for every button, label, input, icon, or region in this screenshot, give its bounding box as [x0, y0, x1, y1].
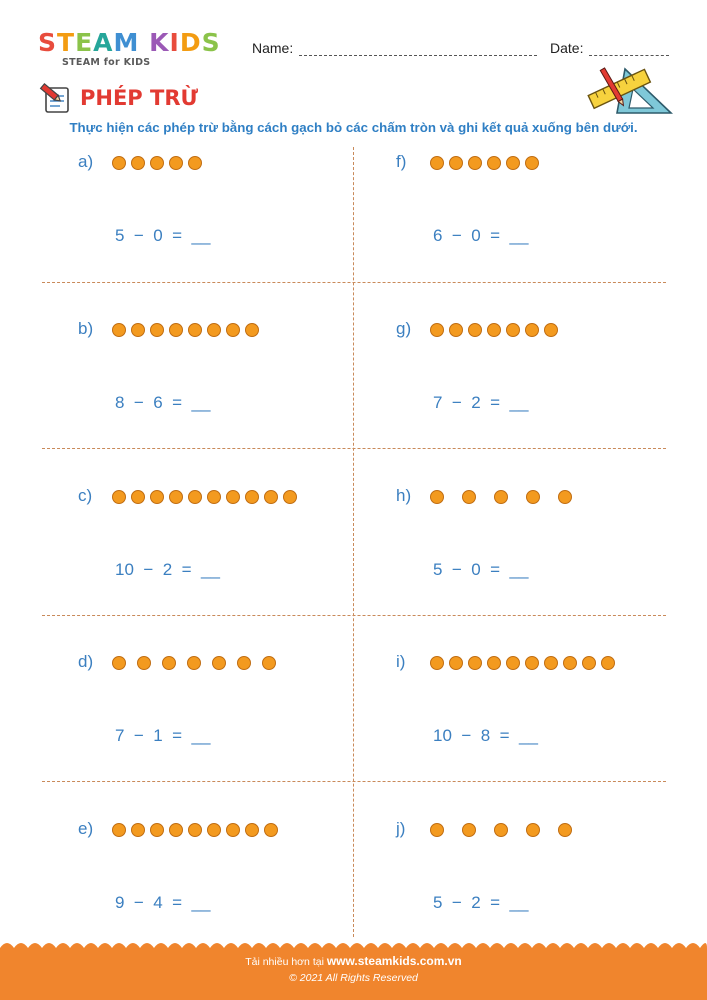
logo-letter: S	[38, 28, 58, 57]
counting-dot[interactable]	[494, 490, 508, 504]
equation: 5 − 0 = __	[433, 560, 529, 579]
counting-dot[interactable]	[449, 656, 463, 670]
counting-dot[interactable]	[526, 823, 540, 837]
problem-j	[396, 819, 676, 959]
problem-e	[78, 819, 358, 959]
problem-b	[78, 319, 358, 459]
problem-label: g)	[396, 319, 412, 338]
problem-label: j)	[396, 819, 406, 838]
footer-site-link[interactable]: www.steamkids.com.vn	[326, 954, 462, 968]
counting-dot[interactable]	[449, 156, 463, 170]
counting-dot[interactable]	[131, 490, 145, 504]
counting-dot[interactable]	[188, 323, 202, 337]
footer	[0, 940, 707, 1000]
counting-dot[interactable]	[544, 323, 558, 337]
date-label: Date:	[550, 40, 584, 56]
instruction-text: Thực hiện các phép trừ bằng cách gạch bỏ các chấm tròn và ghi kết quả xuống bên dưới.	[69, 120, 638, 135]
counting-dot[interactable]	[506, 156, 520, 170]
counting-dot[interactable]	[601, 656, 615, 670]
counting-dot[interactable]	[112, 323, 126, 337]
counting-dot[interactable]	[131, 823, 145, 837]
counting-dot[interactable]	[112, 656, 126, 670]
problem-label: b)	[78, 319, 94, 338]
counting-dot[interactable]	[188, 823, 202, 837]
counting-dot[interactable]	[563, 656, 577, 670]
problem-f	[396, 152, 676, 292]
counting-dot[interactable]	[131, 323, 145, 337]
counting-dot[interactable]	[506, 656, 520, 670]
counting-dot[interactable]	[212, 656, 226, 670]
counting-dot[interactable]	[494, 823, 508, 837]
counting-dot[interactable]	[112, 823, 126, 837]
counting-dot[interactable]	[582, 656, 596, 670]
counting-dot[interactable]	[150, 156, 164, 170]
equation: 8 − 6 = __	[115, 393, 211, 412]
counting-dot[interactable]	[112, 156, 126, 170]
page-title: PHÉP TRỪ	[80, 86, 199, 110]
problem-i	[396, 652, 676, 792]
counting-dot[interactable]	[462, 823, 476, 837]
counting-dot[interactable]	[245, 490, 259, 504]
equation: 6 − 0 = __	[433, 226, 529, 245]
counting-dot[interactable]	[264, 490, 278, 504]
counting-dot[interactable]	[544, 656, 558, 670]
equation: 7 − 1 = __	[115, 726, 211, 745]
counting-dot[interactable]	[137, 656, 151, 670]
counting-dot[interactable]	[558, 490, 572, 504]
counting-dot[interactable]	[525, 656, 539, 670]
equation: 10 − 8 = __	[433, 726, 538, 745]
logo-subtitle: STEAM for KIDS	[62, 57, 151, 68]
counting-dot[interactable]	[430, 490, 444, 504]
counting-dot[interactable]	[449, 323, 463, 337]
counting-dot[interactable]	[207, 490, 221, 504]
name-label: Name:	[252, 40, 294, 56]
counting-dot[interactable]	[525, 156, 539, 170]
counting-dot[interactable]	[169, 323, 183, 337]
logo-letter: M	[113, 28, 140, 57]
logo-letter: S	[201, 28, 221, 57]
problem-label: c)	[78, 486, 93, 505]
counting-dot[interactable]	[112, 490, 126, 504]
counting-dot[interactable]	[226, 823, 240, 837]
counting-dot[interactable]	[226, 323, 240, 337]
counting-dot[interactable]	[226, 490, 240, 504]
problem-label: e)	[78, 819, 94, 838]
counting-dot[interactable]	[150, 490, 164, 504]
counting-dot[interactable]	[487, 156, 501, 170]
logo-letter: A	[93, 28, 114, 57]
counting-dot[interactable]	[283, 490, 297, 504]
counting-dot[interactable]	[525, 323, 539, 337]
equation: 5 − 2 = __	[433, 893, 529, 912]
footer-background	[0, 940, 707, 1000]
counting-dot[interactable]	[188, 490, 202, 504]
logo-letter: D	[179, 28, 202, 57]
equation: 9 − 4 = __	[115, 893, 211, 912]
counting-dot[interactable]	[169, 490, 183, 504]
counting-dot[interactable]	[264, 823, 278, 837]
counting-dot[interactable]	[237, 656, 251, 670]
counting-dot[interactable]	[558, 823, 572, 837]
counting-dot[interactable]	[262, 656, 276, 670]
problem-label: h)	[396, 486, 412, 505]
logo-letter: T	[57, 28, 76, 57]
problem-h	[396, 486, 676, 626]
equation: 5 − 0 = __	[115, 226, 211, 245]
footer-copyright: © 2021 All Rights Reserved	[289, 972, 418, 984]
problem-label: i)	[396, 652, 406, 671]
counting-dot[interactable]	[468, 156, 482, 170]
counting-dot[interactable]	[430, 823, 444, 837]
counting-dot[interactable]	[526, 490, 540, 504]
counting-dot[interactable]	[188, 156, 202, 170]
counting-dot[interactable]	[207, 823, 221, 837]
counting-dot[interactable]	[487, 656, 501, 670]
counting-dot[interactable]	[430, 323, 444, 337]
logo-letter: I	[169, 28, 180, 57]
counting-dot[interactable]	[468, 656, 482, 670]
problem-label: d)	[78, 652, 94, 671]
problem-a	[78, 152, 358, 292]
logo-letter: E	[75, 28, 94, 57]
counting-dot[interactable]	[430, 156, 444, 170]
counting-dot[interactable]	[506, 323, 520, 337]
problem-g	[396, 319, 676, 459]
counting-dot[interactable]	[468, 323, 482, 337]
problem-c	[78, 486, 358, 626]
footer-prefix: Tải nhiều hơn tại	[245, 956, 327, 968]
equation: 10 − 2 = __	[115, 560, 220, 579]
counting-dot[interactable]	[169, 823, 183, 837]
problem-label: a)	[78, 152, 94, 171]
problem-d	[78, 652, 358, 792]
counting-dot[interactable]	[187, 656, 201, 670]
logo-letter: K	[149, 28, 170, 57]
counting-dot[interactable]	[131, 156, 145, 170]
counting-dot[interactable]	[150, 823, 164, 837]
counting-dot[interactable]	[462, 490, 476, 504]
counting-dot[interactable]	[162, 656, 176, 670]
counting-dot[interactable]	[207, 323, 221, 337]
counting-dot[interactable]	[150, 323, 164, 337]
problem-label: f)	[396, 152, 407, 171]
counting-dot[interactable]	[245, 323, 259, 337]
counting-dot[interactable]	[169, 156, 183, 170]
counting-dot[interactable]	[245, 823, 259, 837]
counting-dot[interactable]	[430, 656, 444, 670]
counting-dot[interactable]	[487, 323, 501, 337]
footer-download-text	[0, 954, 707, 968]
equation: 7 − 2 = __	[433, 393, 529, 412]
